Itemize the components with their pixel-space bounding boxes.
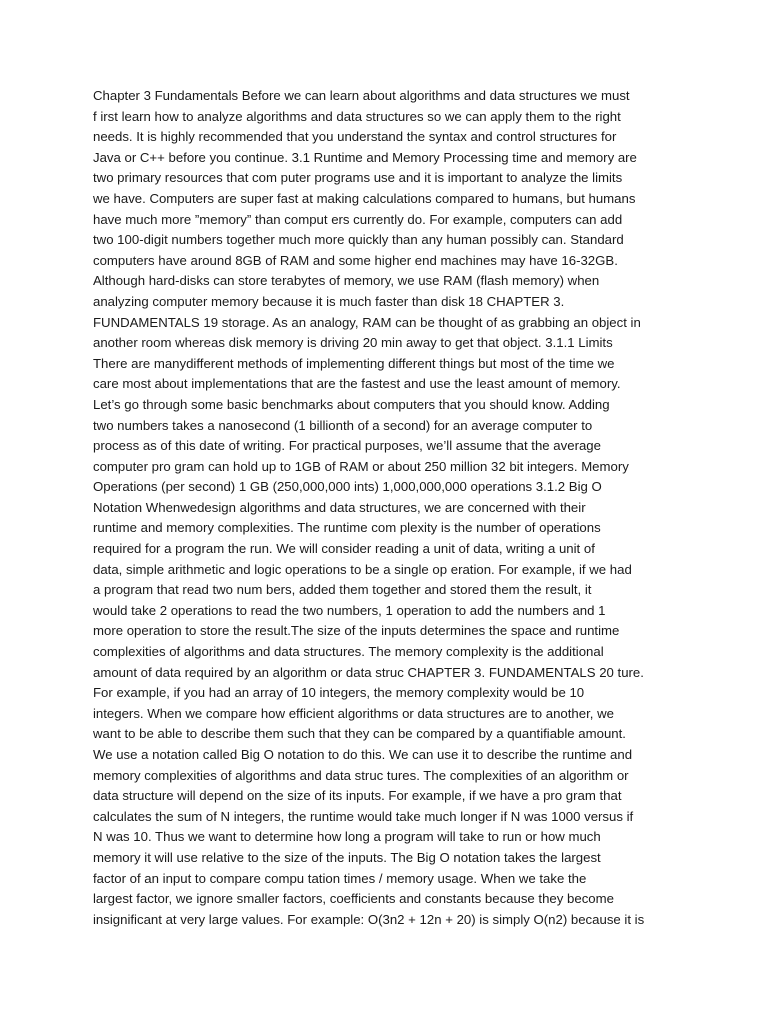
text-line: Chapter 3 Fundamentals Before we can learn about algorithms and data structures we must <box>93 88 630 103</box>
text-line: a program that read two num bers, added them together and stored them the result, it <box>93 582 592 598</box>
text-line: runtime and memory complexities. The runtime com plexity is the number of operations <box>93 520 601 536</box>
text-line: two primary resources that com puter programs use and it is important to analyze the limits <box>93 170 623 186</box>
text-line: Let’s go through some basic benchmarks about computers that you should know. Adding <box>93 396 610 412</box>
text-line: insignificant at very large values. For example: O(3n2 + 12n + 20) is simply O(n2) because it is <box>93 911 645 927</box>
text-line: memory it will use relative to the size of the inputs. The Big O notation takes the largest <box>93 849 601 865</box>
text-line: analyzing computer memory because it is much faster than disk 18 CHAPTER 3. <box>93 293 565 309</box>
text-line: care most about implementations that are the fastest and use the least amount of memory. <box>93 376 621 392</box>
text-line: needs. It is highly recommended that you understand the syntax and control structures for <box>93 129 617 145</box>
text-line: memory complexities of algorithms and data struc tures. The complexities of an algorithm or <box>93 767 629 783</box>
text-line: Although hard-disks can store terabytes of memory, we use RAM (flash memory) when <box>93 273 600 289</box>
text-line: process as of this date of writing. For practical purposes, we’ll assume that the average <box>93 438 601 454</box>
text-line: There are manydifferent methods of implementing different things but most of the time we <box>93 355 615 371</box>
text-line: two 100-digit numbers together much more quickly than any human possibly can. Standard <box>93 232 624 248</box>
text-line: required for a program the run. We will consider reading a unit of data, writing a unit of <box>93 541 595 557</box>
text-line: N was 10. Thus we want to determine how long a program will take to run or how much <box>93 829 601 845</box>
text-line: calculates the sum of N integers, the runtime would take much longer if N was 1000 versus if <box>93 808 634 824</box>
text-line: data, simple arithmetic and logic operations to be a single op eration. For example, if we had <box>93 561 632 577</box>
text-line: Notation Whenwedesign algorithms and data structures, we are concerned with their <box>93 499 586 515</box>
text-line: We use a notation called Big O notation to do this. We can use it to describe the runtime and <box>93 747 633 762</box>
text-line: we have. Computers are super fast at making calculations compared to humans, but humans <box>93 190 636 206</box>
text-line: computers have around 8GB of RAM and some higher end machines may have 16-32GB. <box>93 252 618 268</box>
text-line: two numbers takes a nanosecond (1 billionth of a second) for an average computer to <box>93 417 593 433</box>
text-line: data structure will depend on the size of its inputs. For example, if we have a pro gram that <box>93 788 622 804</box>
text-line: integers. When we compare how efficient algorithms or data structures are to another, we <box>93 705 614 721</box>
text-line: want to be able to describe them such that they can be compared by a quantifiable amount. <box>93 726 626 742</box>
text-line: computer pro gram can hold up to 1GB of RAM or about 250 million 32 bit integers. Memory <box>93 458 629 474</box>
body-text <box>93 86 693 930</box>
text-line: largest factor, we ignore smaller factors, coefficients and constants because they become <box>93 891 614 907</box>
text-line: f irst learn how to analyze algorithms and data structures so we can apply them to the right <box>93 108 621 124</box>
text-line: another room whereas disk memory is driving 20 min away to get that object. 3.1.1 Limits <box>93 335 613 351</box>
text-line: would take 2 operations to read the two numbers, 1 operation to add the numbers and 1 <box>93 602 606 618</box>
text-line: FUNDAMENTALS 19 storage. As an analogy, RAM can be thought of as grabbing an object in <box>93 314 641 330</box>
text-line: complexities of algorithms and data structures. The memory complexity is the additional <box>93 644 604 660</box>
text-line: Java or C++ before you continue. 3.1 Runtime and Memory Processing time and memory are <box>93 149 637 165</box>
text-line: have much more ”memory” than comput ers currently do. For example, computers can add <box>93 211 623 227</box>
text-line: more operation to store the result.The size of the inputs determines the space and runtime <box>93 623 620 639</box>
text-line: factor of an input to compare compu tation times / memory usage. When we take the <box>93 870 587 886</box>
text-line: amount of data required by an algorithm or data struc CHAPTER 3. FUNDAMENTALS 20 ture. <box>93 664 644 680</box>
text-line: Operations (per second) 1 GB (250,000,000 ints) 1,000,000,000 operations 3.1.2 Big O <box>93 479 602 495</box>
text-line: For example, if you had an array of 10 integers, the memory complexity would be 10 <box>93 685 585 701</box>
